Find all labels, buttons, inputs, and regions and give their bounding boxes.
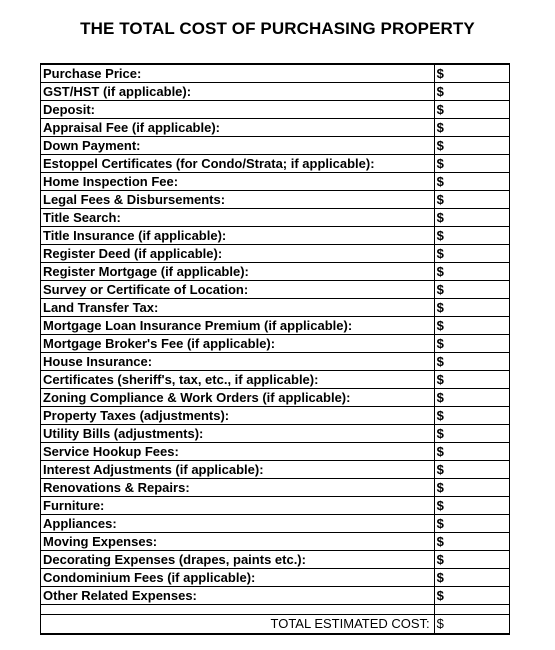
expense-row [41, 101, 510, 119]
expense-row [41, 335, 510, 353]
expense-amount-field[interactable]: $ [434, 263, 509, 281]
expense-amount-field[interactable]: $ [434, 353, 509, 371]
document-title: THE TOTAL COST OF PURCHASING PROPERTY [80, 19, 475, 38]
expense-row [41, 299, 510, 317]
blank-label-cell [41, 605, 435, 615]
expense-label: Certificates (sheriff's, tax, etc., if applicable): [41, 371, 435, 389]
expense-row [41, 407, 510, 425]
expense-label: Deposit: [41, 101, 435, 119]
expense-label: Down Payment: [41, 137, 435, 155]
blank-amount-cell [434, 605, 509, 615]
expense-amount-field[interactable]: $ [434, 64, 509, 83]
expense-label: Title Search: [41, 209, 435, 227]
expense-label: Other Related Expenses: [41, 587, 435, 605]
expense-label: Land Transfer Tax: [41, 299, 435, 317]
expense-amount-field[interactable]: $ [434, 173, 509, 191]
expense-label: Zoning Compliance & Work Orders (if applicable): [41, 389, 435, 407]
expense-row [41, 227, 510, 245]
expense-row [41, 497, 510, 515]
expense-label: Furniture: [41, 497, 435, 515]
expense-row [41, 533, 510, 551]
expense-label: Register Deed (if applicable): [41, 245, 435, 263]
expense-amount-field[interactable]: $ [434, 389, 509, 407]
expense-amount-field[interactable]: $ [434, 569, 509, 587]
expense-amount-field[interactable]: $ [434, 137, 509, 155]
expense-label: Estoppel Certificates (for Condo/Strata; if applicable): [41, 155, 435, 173]
cost-table-body [41, 64, 510, 634]
total-row [41, 615, 510, 635]
expense-row [41, 569, 510, 587]
expense-row [41, 64, 510, 83]
expense-label: Renovations & Repairs: [41, 479, 435, 497]
expense-amount-field[interactable]: $ [434, 191, 509, 209]
expense-label: Appliances: [41, 515, 435, 533]
expense-label: Home Inspection Fee: [41, 173, 435, 191]
expense-label: Appraisal Fee (if applicable): [41, 119, 435, 137]
cost-table [40, 63, 510, 635]
expense-amount-field[interactable]: $ [434, 209, 509, 227]
expense-row [41, 83, 510, 101]
expense-amount-field[interactable]: $ [434, 245, 509, 263]
expense-row [41, 137, 510, 155]
expense-label: Mortgage Loan Insurance Premium (if applicable): [41, 317, 435, 335]
expense-amount-field[interactable]: $ [434, 281, 509, 299]
expense-amount-field[interactable]: $ [434, 497, 509, 515]
expense-row [41, 479, 510, 497]
expense-amount-field[interactable]: $ [434, 533, 509, 551]
expense-amount-field[interactable]: $ [434, 587, 509, 605]
expense-row [41, 191, 510, 209]
expense-row [41, 119, 510, 137]
total-amount-field[interactable]: $ [434, 615, 509, 635]
expense-amount-field[interactable]: $ [434, 425, 509, 443]
expense-amount-field[interactable]: $ [434, 335, 509, 353]
expense-row [41, 461, 510, 479]
expense-row [41, 587, 510, 605]
expense-row [41, 209, 510, 227]
expense-row [41, 443, 510, 461]
expense-row [41, 371, 510, 389]
expense-row [41, 515, 510, 533]
blank-row [41, 605, 510, 615]
expense-amount-field[interactable]: $ [434, 227, 509, 245]
expense-label: Interest Adjustments (if applicable): [41, 461, 435, 479]
expense-label: Condominium Fees (if applicable): [41, 569, 435, 587]
expense-amount-field[interactable]: $ [434, 407, 509, 425]
expense-row [41, 173, 510, 191]
expense-row [41, 389, 510, 407]
expense-amount-field[interactable]: $ [434, 371, 509, 389]
expense-row [41, 353, 510, 371]
expense-row [41, 425, 510, 443]
expense-amount-field[interactable]: $ [434, 461, 509, 479]
expense-label: Legal Fees & Disbursements: [41, 191, 435, 209]
expense-amount-field[interactable]: $ [434, 317, 509, 335]
expense-amount-field[interactable]: $ [434, 299, 509, 317]
expense-label: Service Hookup Fees: [41, 443, 435, 461]
expense-row [41, 551, 510, 569]
expense-label: House Insurance: [41, 353, 435, 371]
expense-row [41, 155, 510, 173]
expense-amount-field[interactable]: $ [434, 119, 509, 137]
expense-amount-field[interactable]: $ [434, 155, 509, 173]
expense-amount-field[interactable]: $ [434, 83, 509, 101]
expense-label: Decorating Expenses (drapes, paints etc.): [41, 551, 435, 569]
expense-label: Moving Expenses: [41, 533, 435, 551]
expense-row [41, 245, 510, 263]
expense-label: Utility Bills (adjustments): [41, 425, 435, 443]
expense-amount-field[interactable]: $ [434, 101, 509, 119]
expense-amount-field[interactable]: $ [434, 551, 509, 569]
expense-label: GST/HST (if applicable): [41, 83, 435, 101]
expense-row [41, 263, 510, 281]
expense-row [41, 317, 510, 335]
expense-row [41, 281, 510, 299]
expense-label: Register Mortgage (if applicable): [41, 263, 435, 281]
expense-amount-field[interactable]: $ [434, 515, 509, 533]
expense-amount-field[interactable]: $ [434, 443, 509, 461]
expense-label: Survey or Certificate of Location: [41, 281, 435, 299]
expense-amount-field[interactable]: $ [434, 479, 509, 497]
total-label: TOTAL ESTIMATED COST: [41, 615, 435, 635]
expense-label: Mortgage Broker's Fee (if applicable): [41, 335, 435, 353]
expense-label: Purchase Price: [41, 64, 435, 83]
expense-label: Property Taxes (adjustments): [41, 407, 435, 425]
expense-label: Title Insurance (if applicable): [41, 227, 435, 245]
